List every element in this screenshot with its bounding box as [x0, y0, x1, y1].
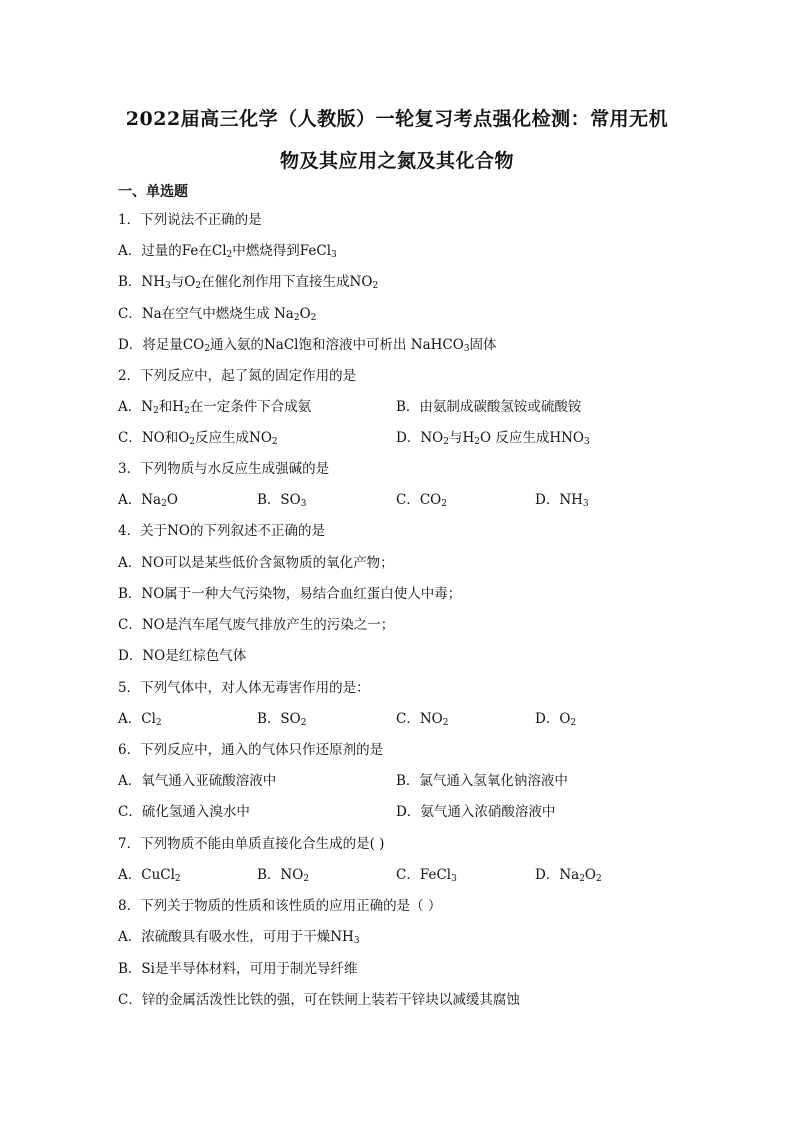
question-5-option-b: B．$SO_2$ [257, 711, 307, 728]
question-2-option-a: A．$N_2$和$H_2$在一定条件下合成氨 [118, 399, 312, 416]
question-5-stem: 5．下列气体中，对人体无毒害作用的是： [118, 680, 370, 696]
question-3-option-b: B．$SO_3$ [257, 492, 307, 509]
question-3-option-d: D．$NH_3$ [535, 492, 589, 509]
question-7-option-b: B．$NO_2$ [257, 867, 310, 884]
question-2-option-b: B．由氨制成碳酸氢铵或硫酸铵 [396, 399, 582, 415]
document-title-line-1: 2022届高三化学（人教版）一轮复习考点强化检测：常用无机 [125, 108, 669, 130]
question-8-option-b: B．Si是半导体材料，可用于制光导纤维 [118, 961, 358, 977]
question-7-stem: 7．下列物质不能由单质直接化合生成的是( ) [118, 836, 385, 852]
question-4-option-b: B．NO属于一种大气污染物，易结合血红蛋白使人中毒； [118, 586, 462, 602]
question-6-option-b: B．氯气通入氢氧化钠溶液中 [396, 773, 568, 789]
question-6-option-c: C．硫化氢通入溴水中 [118, 804, 250, 820]
question-1-option-d: D．将足量$CO_2$通入氨的NaCl饱和溶液中可析出 NaHCO$_3$固体 [118, 337, 497, 354]
question-2-stem: 2．下列反应中，起了氮的固定作用的是 [118, 368, 357, 384]
question-1-stem: 1．下列说法不正确的是 [118, 212, 262, 228]
question-1-option-c: C．Na在空气中燃烧生成 $Na_2O_2$ [118, 306, 317, 323]
question-8-option-a: A．浓硫酸具有吸水性，可用于干燥$NH_3$ [118, 929, 360, 946]
question-8-option-c: C．锌的金属活泼性比铁的强，可在铁闸上装若干锌块以减缓其腐蚀 [118, 992, 520, 1008]
question-4-stem: 4．关于NO的下列叙述不正确的是 [118, 523, 325, 539]
question-3-option-a: A．$Na_2O$ [118, 492, 178, 509]
question-5-option-d: D．$O_2$ [535, 711, 577, 728]
question-4-option-a: A．NO可以是某些低价含氮物质的氧化产物； [118, 555, 394, 571]
question-6-option-a: A．氧气通入亚硫酸溶液中 [118, 773, 277, 789]
question-2-option-c: C．NO和$O_2$反应生成$NO_2$ [118, 430, 278, 447]
document-title-line-2: 物及其应用之氮及其化合物 [279, 150, 514, 172]
question-3-option-c: C．$CO_2$ [396, 492, 447, 509]
question-1-option-b: B．$NH_3$与$O_2$在催化剂作用下直接生成$NO_2$ [118, 274, 379, 291]
question-5-option-c: C．$NO_2$ [396, 711, 449, 728]
question-6-option-d: D．氨气通入浓硝酸溶液中 [396, 804, 556, 820]
section-heading: 一、单选题 [118, 184, 188, 200]
question-1-option-a: A．过量的Fe在$Cl_2$中燃烧得到FeCl$_3$ [118, 243, 337, 260]
question-2-option-d: D．$NO_2$与$H_2O$ 反应生成$HNO_3$ [396, 430, 590, 447]
question-7-option-d: D．$Na_2O_2$ [535, 867, 602, 884]
question-6-stem: 6．下列反应中，通入的气体只作还原剂的是 [118, 742, 384, 758]
question-7-option-c: C．FeCl$_3$ [396, 867, 457, 884]
question-4-option-d: D．NO是红棕色气体 [118, 648, 247, 664]
question-8-stem: 8．下列关于物质的性质和该性质的应用正确的是（ ） [118, 898, 442, 914]
question-4-option-c: C．NO是汽车尾气废气排放产生的污染之一； [118, 617, 395, 633]
question-5-option-a: A．$Cl_2$ [118, 711, 162, 728]
question-3-stem: 3．下列物质与水反应生成强碱的是 [118, 461, 330, 477]
question-7-option-a: A．CuCl$_2$ [118, 867, 181, 884]
